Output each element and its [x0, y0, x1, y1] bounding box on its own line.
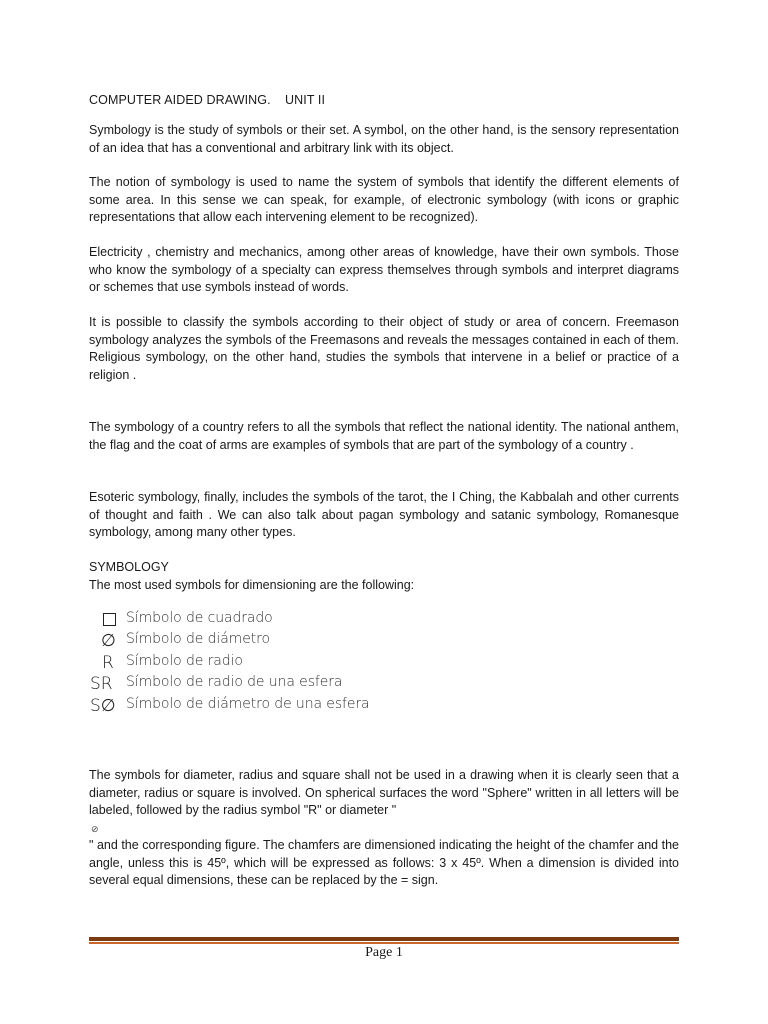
paragraph-closing-part1: The symbols for diameter, radius and square shall not be used in a drawing when it is clearly seen that a diameter, radius or square is involved. On spherical surfaces the word "Sphere" written in all letters will be labeled, followed by the radius symbol "R" or diameter ": [89, 768, 679, 817]
symbol-label: Símbolo de radio de una esfera: [126, 674, 343, 690]
sphere-radius-symbol-icon: SR: [90, 674, 113, 694]
paragraph-knowledge-areas: Electricity , chemistry and mechanics, among other areas of knowledge, have their own symbols. Those who know the symbology of a specialty can express themselves through symbols and interpret diagrams or schemes that use symbols instead of words.: [89, 245, 679, 294]
radius-symbol-icon: R: [102, 653, 114, 673]
page-title: COMPUTER AIDED DRAWING. UNIT II: [89, 93, 326, 107]
symbology-heading: SYMBOLOGY: [89, 560, 169, 574]
symbology-intro: The most used symbols for dimensioning are the following:: [89, 578, 415, 592]
paragraph-classification: It is possible to classify the symbols according to their object of study or area of concern. Freemason symbology analyzes the symbols of the Freemasons and reveals the messages contained in each of them. Religious symbology, on the other hand, studies the symbols that intervene in a belief or practice of a religion .: [89, 315, 679, 382]
footer-rule-dark: [89, 937, 679, 941]
symbol-label: Símbolo de radio: [126, 653, 243, 669]
paragraph-definition: Symbology is the study of symbols or their set. A symbol, on the other hand, is the sensory representation of an idea that has a conventional and arbitrary link with its object.: [89, 123, 679, 155]
diameter-inline-symbol: ⊘: [91, 824, 99, 834]
symbol-label: Símbolo de diámetro de una esfera: [126, 696, 370, 712]
symbol-label: Símbolo de cuadrado: [126, 610, 273, 626]
paragraph-country: The symbology of a country refers to all the symbols that reflect the national identity. The national anthem, the flag and the coat of arms are examples of symbols that are part of the symbology of a country .: [89, 420, 679, 452]
sphere-diameter-symbol-icon: S∅: [90, 696, 116, 716]
symbol-label: Símbolo de diámetro: [126, 631, 270, 647]
paragraph-notion: The notion of symbology is used to name the system of symbols that identify the different elements of some area. In this sense we can speak, for example, of electronic symbology (with icons or graphic representations that allow each intervening element to be recognized).: [89, 175, 679, 224]
square-symbol-icon: [103, 613, 116, 626]
paragraph-closing-part2: " and the corresponding figure. The chamfers are dimensioned indicating the height of the chamfer and the angle, unless this is 45º, which will be expressed as follows: 3 x 45º. When a dimension is divided into several equal dimensions, these can be replaced by the = sign.: [89, 838, 679, 887]
paragraph-esoteric: Esoteric symbology, finally, includes the symbols of the tarot, the I Ching, the Kabbalah and other currents of thought and faith . We can also talk about pagan symbology and satanic symbology, Romanesque symbology, among many other types.: [89, 490, 679, 539]
diameter-symbol-icon: ∅: [101, 631, 116, 651]
footer-rule-light: [89, 942, 679, 944]
page-number: Page 1: [365, 945, 403, 960]
